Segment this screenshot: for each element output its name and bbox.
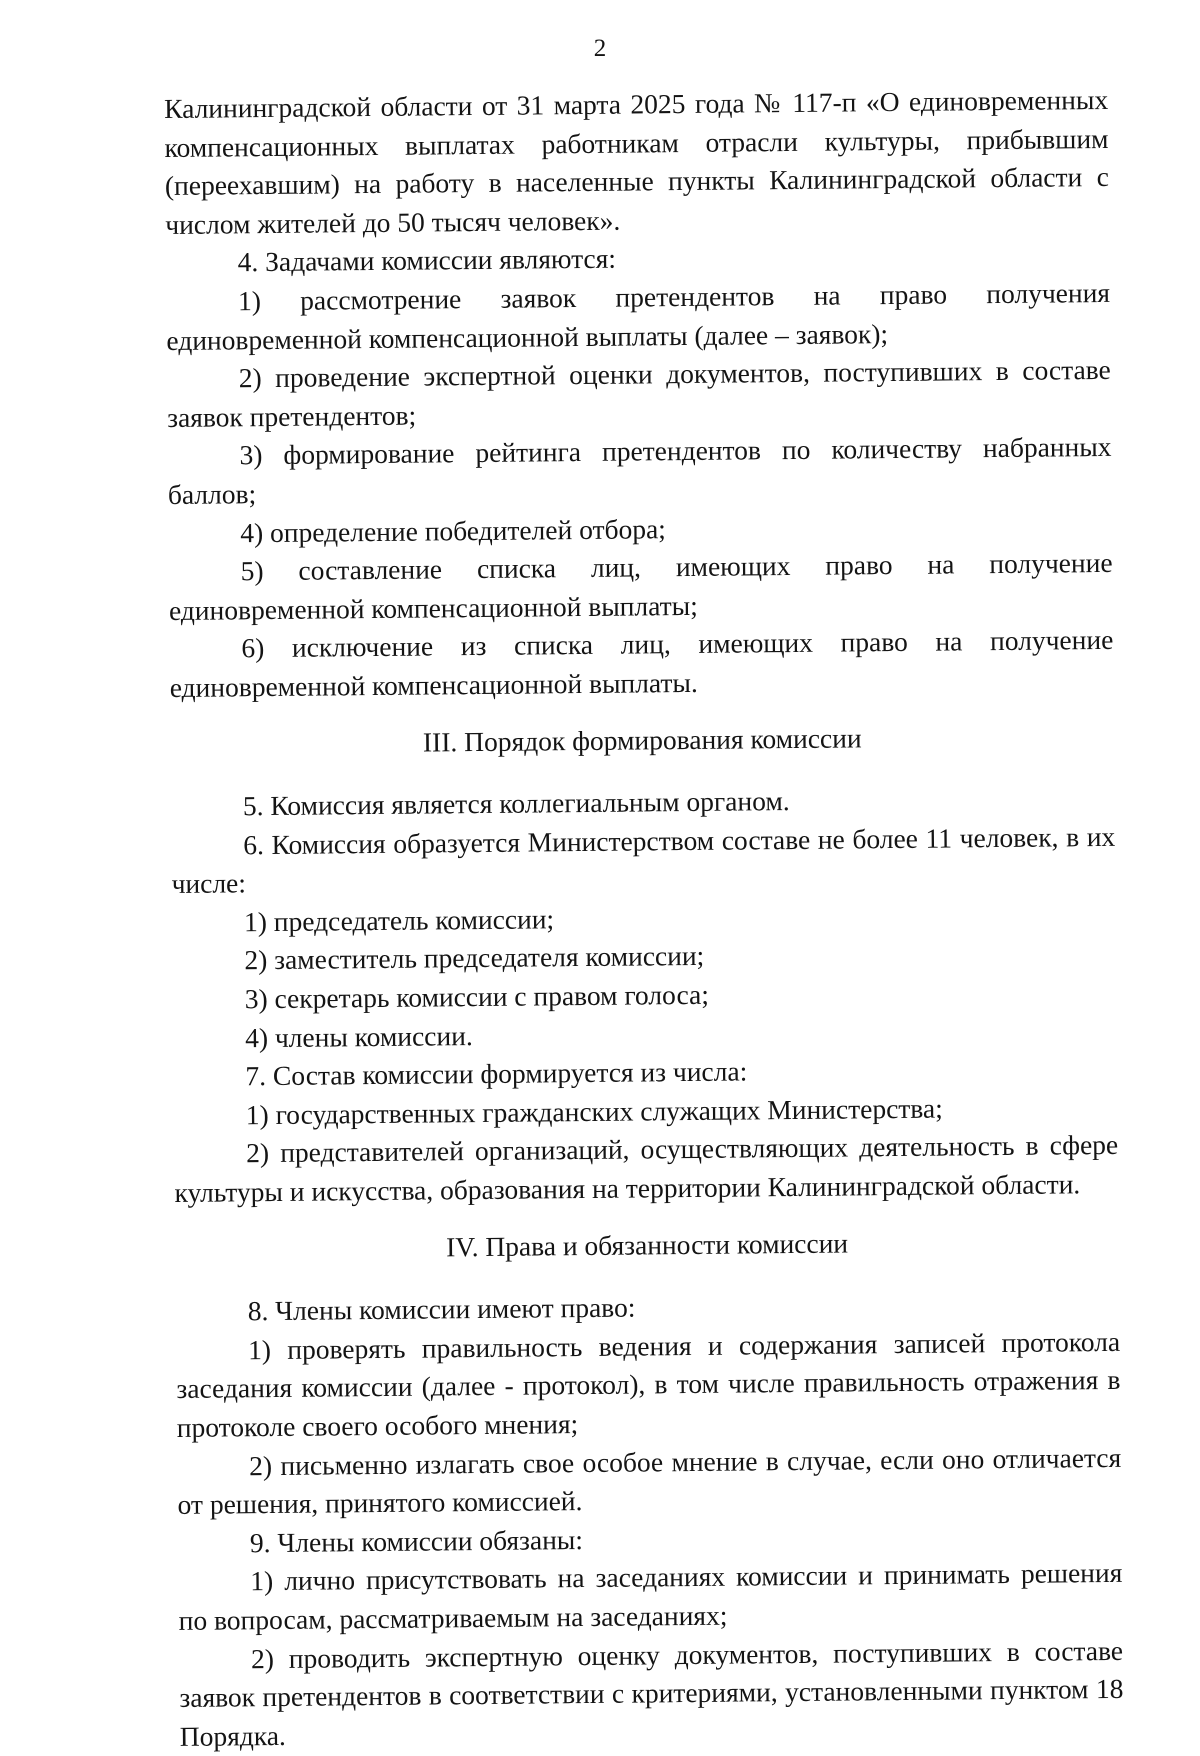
list-item: 4) члены комиссии. [244, 1019, 473, 1053]
section-heading-iii: III. Порядок формирования комиссии [422, 721, 862, 758]
list-item: 2) проводить экспертную оценку документов, поступивших в составе заявок претендентов в соответствии с критериями, установленными пунктом 18 Порядка. [179, 1634, 1124, 1752]
list-item: 6) исключение из списка лиц, имеющих право на получение единовременной компенсационной выплаты. [169, 624, 1114, 703]
paragraph-intro-continuation: Калининградской области от 31 марта 2025 года № 117-п «О единовременных компенсационных выплатах работникам отрасли культуры, прибывшим (переехавшим) на работу в населенные пункты Калининградской области с числом жителей до 50 тысяч человек». [164, 83, 1110, 240]
section-heading-iv: IV. Права и обязанности комиссии [445, 1227, 849, 1262]
list-item: 5) составление списка лиц, имеющих право на получение единовременной компенсационной выплаты; [168, 547, 1113, 626]
list-item: 2) представителей организаций, осуществляющих деятельность в сфере культуры и искусства, образования на территории Калининградской области. [174, 1129, 1119, 1208]
list-item: 1) рассмотрение заявок претендентов на право получения единовременной компенсационной выплаты (далее – заявок); [166, 276, 1111, 356]
list-item: 2) письменно излагать свое особое мнение в случае, если оно отличается от решения, принятого комиссией. [177, 1441, 1122, 1521]
list-item: 1) проверять правильность ведения и содержания записей протокола заседания комиссии (далее - протокол), в том числе правильность отражения в протоколе своего особого мнения; [176, 1325, 1121, 1443]
list-item: 1) лично присутствовать на заседаниях комиссии и принимать решения по вопросам, рассматриваемым на заседаниях; [178, 1557, 1123, 1636]
page-number: 2 [593, 35, 607, 62]
list-item: 3) секретарь комиссии с правом голоса; [244, 978, 710, 1015]
list-item: 4) определение победителей отбора; [240, 512, 667, 548]
list-item: 1) председатель комиссии; [243, 903, 555, 938]
paragraph-item-4: 4. Задачами комиссии являются: [237, 243, 617, 278]
paragraph-item-8: 8. Члены комиссии имеют право: [247, 1291, 636, 1327]
paragraph-item-7: 7. Состав комиссии формируется из числа: [245, 1055, 748, 1092]
list-item: 1) государственных гражданских служащих Министерства; [245, 1092, 943, 1131]
list-item: 3) формирование рейтинга претендентов по количеству набранных баллов; [167, 431, 1112, 510]
list-item: 2) проведение экспертной оценки документов, поступивших в составе заявок претендентов; [166, 354, 1111, 433]
paragraph-item-5: 5. Комиссия является коллегиальным органом. [242, 785, 790, 822]
document-body [164, 81, 1124, 1756]
paragraph-item-9: 9. Члены комиссии обязаны: [249, 1523, 584, 1559]
paragraph-item-6: 6. Комиссия образуется Министерством составе не более 11 человек, в их числе: [171, 820, 1116, 900]
list-item: 2) заместитель председателя комиссии; [244, 940, 705, 976]
